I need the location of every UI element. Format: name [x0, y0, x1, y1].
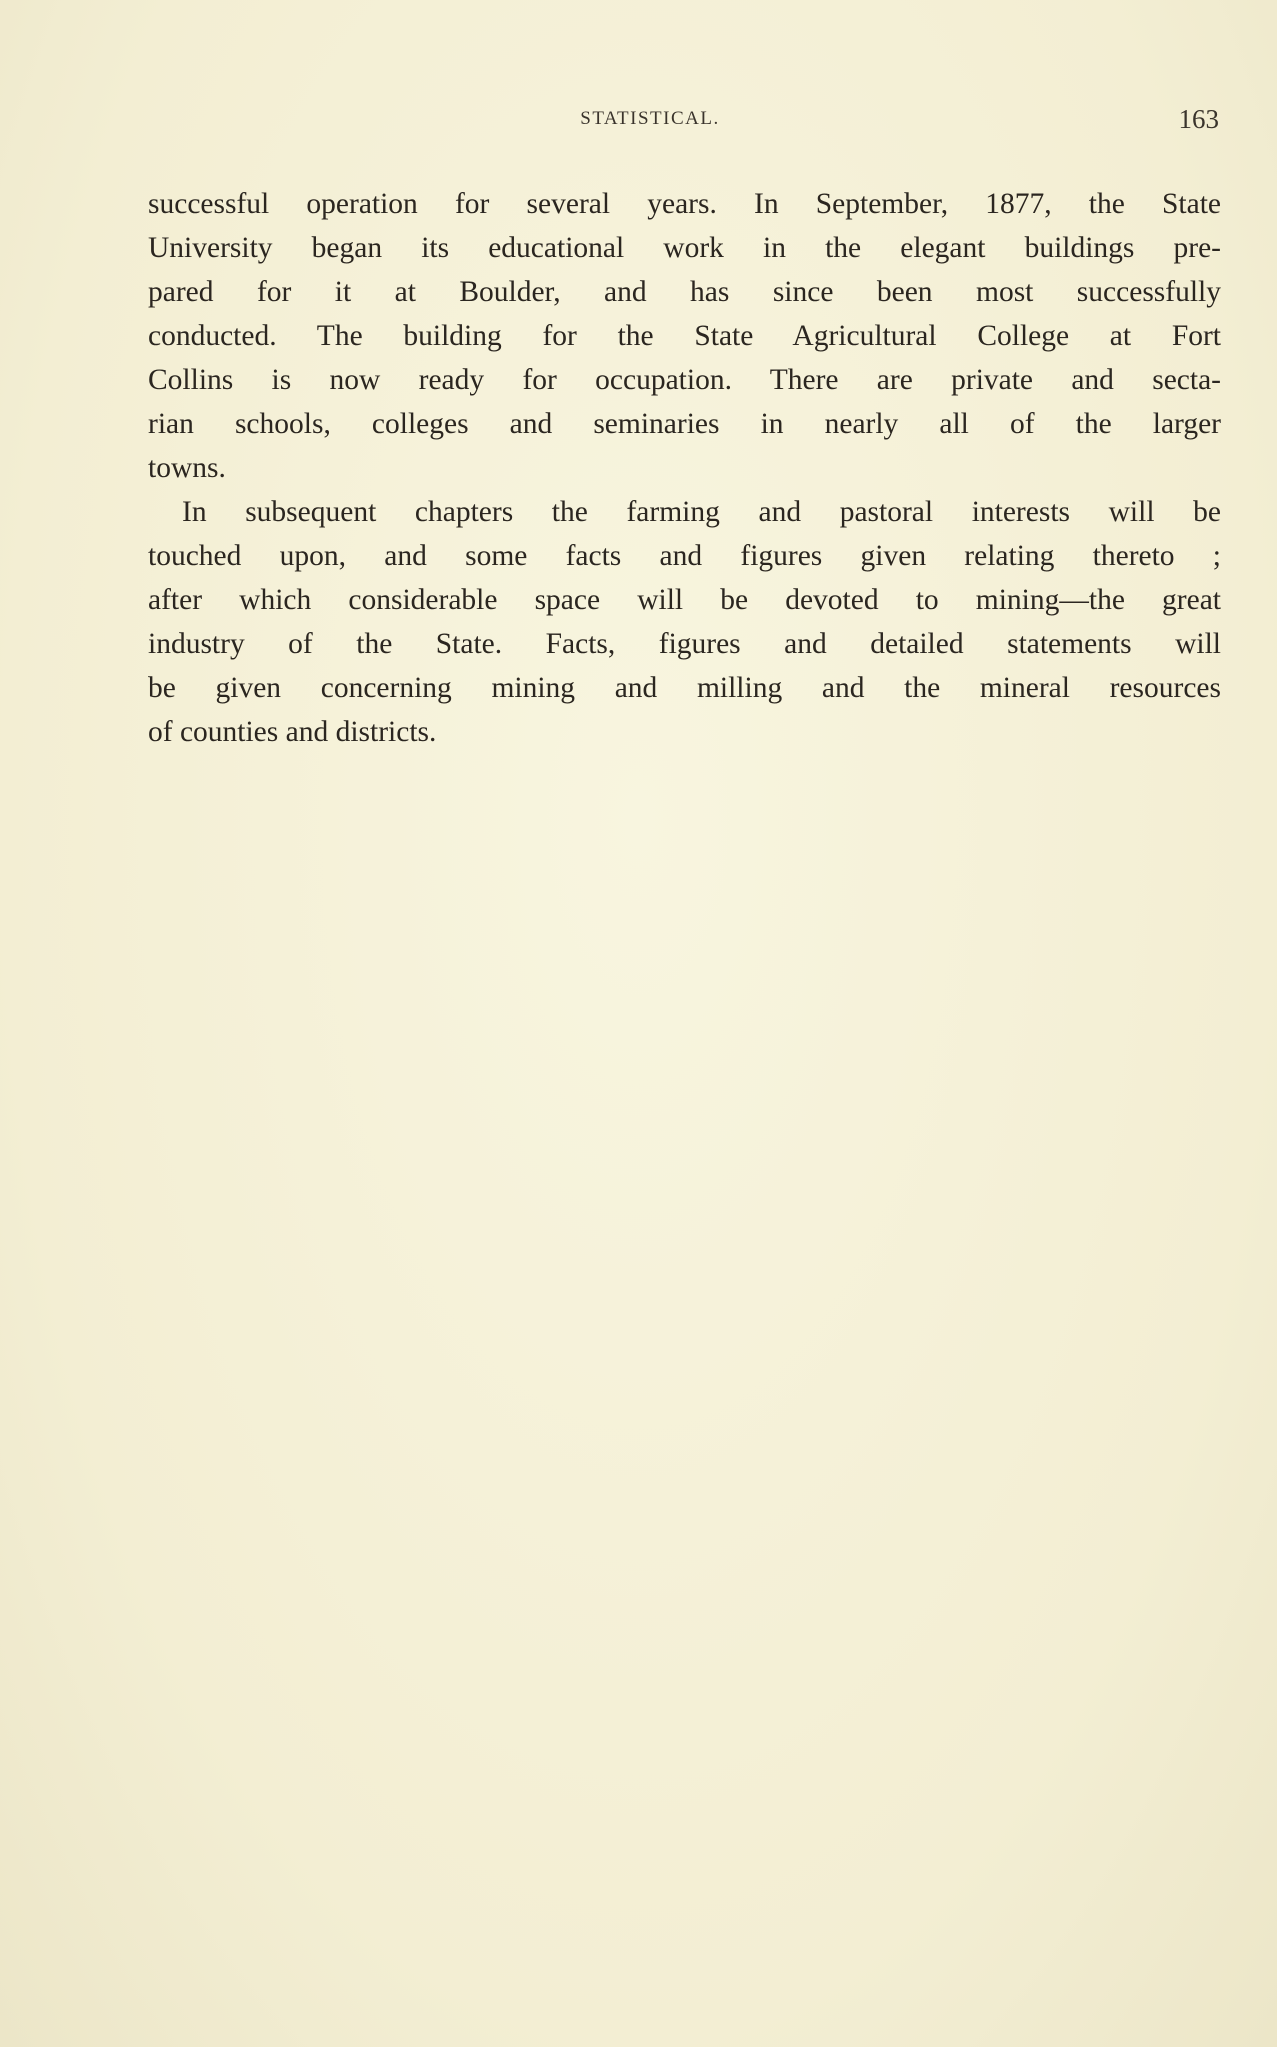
- text-line: after which considerable space will be devoted to mining—the great: [148, 584, 1221, 616]
- text-line: towns.: [148, 452, 226, 484]
- text-line: University began its educational work in the elegant buildings pre-: [148, 232, 1221, 264]
- text-line: In subsequent chapters the farming and pastoral interests will be: [182, 496, 1221, 528]
- text-line: Collins is now ready for occupation. There are private and secta-: [148, 364, 1221, 396]
- text-line: industry of the State. Facts, figures and detailed statements will: [148, 628, 1221, 660]
- paragraph: [148, 490, 1221, 754]
- text-line: conducted. The building for the State Agricultural College at Fort: [148, 320, 1221, 352]
- page-number: 163: [1178, 104, 1219, 134]
- text-line: successful operation for several years. In September, 1877, the State: [148, 188, 1221, 220]
- body-text: [148, 182, 1221, 754]
- text-line: rian schools, colleges and seminaries in nearly all of the larger: [148, 408, 1221, 440]
- paragraph: [148, 182, 1221, 490]
- text-line: of counties and districts.: [148, 716, 437, 748]
- text-line: pared for it at Boulder, and has since been most successfully: [148, 276, 1221, 308]
- text-line: be given concerning mining and milling and the mineral resources: [148, 672, 1221, 704]
- text-line: touched upon, and some facts and figures given relating thereto ;: [148, 540, 1221, 572]
- running-head: STATISTICAL.: [580, 108, 720, 129]
